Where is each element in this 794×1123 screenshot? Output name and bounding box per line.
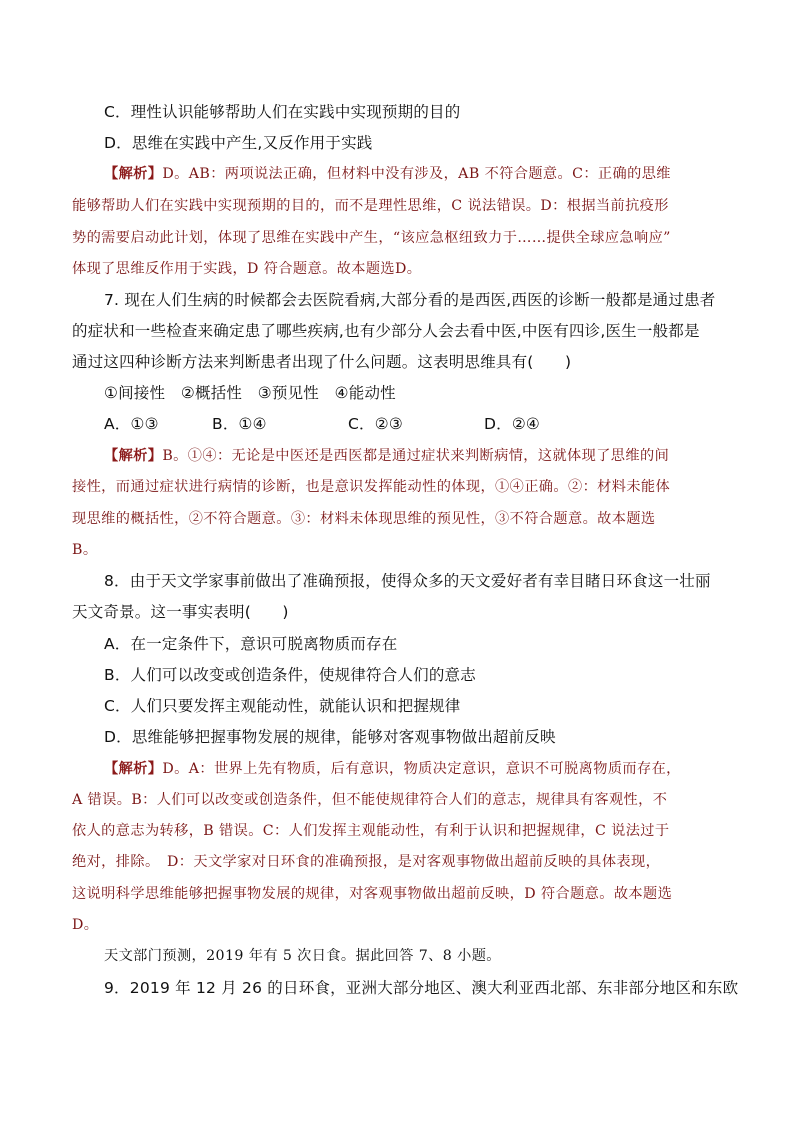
q7-option-b: B．①④ [212, 415, 267, 433]
analysis-tag: 【解析】 [104, 761, 163, 777]
q7-options [104, 414, 540, 434]
q8-analysis-line-1: 【解析】D。A：世界上先有物质，后有意识，物质决定意识，意识不可脱离物质而存在， [104, 761, 681, 777]
q7-stem-line-2: 的症状和一些检查来确定患了哪些疾病,也有少部分人会去看中医,中医有四诊,医生一般都是 [72, 322, 700, 340]
q7-items: ①间接性 ②概括性 ③预见性 ④能动性 [104, 384, 396, 402]
q6-option-d: D．思维在实践中产生,又反作用于实践 [104, 134, 373, 152]
q7-option-d: D．②④ [484, 415, 541, 433]
q6-option-c: C．理性认识能够帮助人们在实践中实现预期的目的 [104, 103, 461, 121]
q7-analysis-line-3: 现思维的概括性，②不符合题意。③：材料未体现思维的预见性，③不符合题意。故本题选 [72, 511, 656, 527]
q8-option-c: C．人们只要发挥主观能动性，就能认识和把握规律 [104, 697, 461, 715]
q8-option-a: A．在一定条件下，意识可脱离物质而存在 [104, 635, 398, 653]
q8-option-d: D．思维能够把握事物发展的规律，能够对客观事物做出超前反映 [104, 728, 556, 746]
q8-analysis-line-2: A 错误。B：人们可以改变或创造条件，但不能使规律符合人们的意志，规律具有客观性，不 [72, 792, 668, 808]
q7-option-a: A．①③ [104, 415, 159, 433]
q7-analysis-line-4: B。 [72, 542, 98, 558]
q8-analysis-line-3: 依人的意志为转移，B 错误。C：人们发挥主观能动性，有利于认识和把握规律，C 说法过于 [72, 823, 670, 839]
q7-option-c: C．②③ [348, 415, 403, 433]
q8-analysis-line-5: 这说明科学思维能够把握事物发展的规律，对客观事物做出超前反映，D 符合题意。故本题选 [72, 886, 673, 902]
q9-stem-line-1: 9．2019 年 12 月 26 的日环食，亚洲大部分地区、澳大利亚西北部、东非部分地区和东欧 [104, 979, 739, 997]
q6-analysis-line-1: 【解析】D。AB：两项说法正确，但材料中没有涉及，AB 不符合题意。C：正确的思维 [104, 166, 671, 182]
analysis-tag: 【解析】 [104, 166, 163, 182]
q8-stem-line-2: 天文奇景。这一事实表明( ) [72, 603, 289, 621]
q8-analysis-line-6: D。 [72, 917, 99, 933]
analysis-tag: 【解析】 [104, 448, 163, 464]
q7-analysis-line-1: 【解析】B。①④：无论是中医还是西医都是通过症状来判断病情，这就体现了思维的间 [104, 448, 670, 464]
q8-option-b: B．人们可以改变或创造条件，使规律符合人们的意志 [104, 666, 476, 684]
q8-analysis-line-4: 绝对，排除。 D：天文学家对日环食的准确预报，是对客观事物做出超前反映的具体表现， [72, 854, 661, 870]
q7-stem-line-3: 通过这四种诊断方法来判断患者出现了什么问题。这表明思维具有( ) [72, 353, 572, 371]
q6-analysis-line-4: 体现了思维反作用于实践，D 符合题意。故本题选D。 [72, 261, 422, 277]
q7-analysis-line-2: 接性，而通过症状进行病情的诊断，也是意识发挥能动性的体现，①④正确。②：材料未能体 [72, 479, 671, 495]
group-intro: 天文部门预测，2019 年有 5 次日食。据此回答 7、8 小题。 [104, 948, 501, 964]
q7-stem-line-1: 7. 现在人们生病的时候都会去医院看病,大部分看的是西医,西医的诊断一般都是通过患者 [104, 291, 716, 309]
q6-analysis-line-2: 能够帮助人们在实践中实现预期的目的，而不是理性思维，C 说法错误。D：根据当前抗疫形 [72, 198, 669, 214]
q8-stem-line-1: 8．由于天文学家事前做出了准确预报，使得众多的天文爱好者有幸目睹日环食这一壮丽 [104, 572, 711, 590]
q6-analysis-line-3: 势的需要启动此计划，体现了思维在实践中产生，“该应急枢纽致力于……提供全球应急响应” [72, 230, 671, 246]
